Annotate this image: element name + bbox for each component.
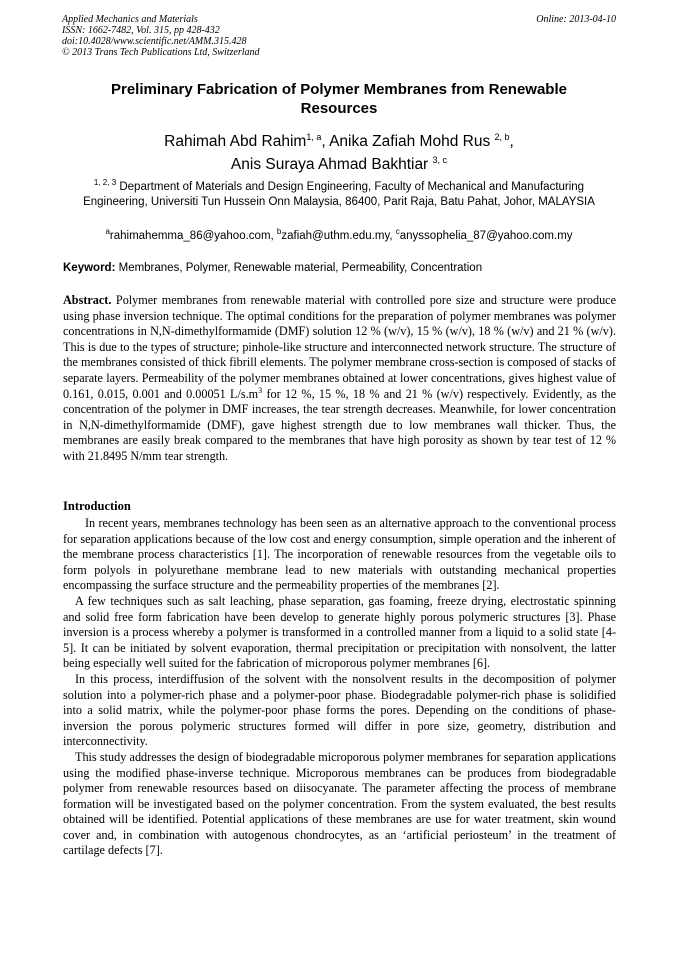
journal-issn: ISSN: 1662-7482, Vol. 315, pp 428-432 bbox=[62, 25, 220, 36]
email-link[interactable]: anyssophelia_87@yahoo.com.my bbox=[399, 229, 573, 242]
abstract-sup: 3 bbox=[258, 385, 263, 395]
email-sup: b bbox=[276, 227, 282, 236]
keywords-label: Keyword: bbox=[63, 262, 116, 274]
email-link[interactable]: zafiah@uthm.edu.my, bbox=[281, 229, 393, 242]
affiliation bbox=[62, 175, 616, 210]
abstract-label: Abstract. bbox=[63, 293, 112, 307]
abstract-text: for 12 %, 15 %, 18 % and 21 % (w/v) respectively. Evidently, as the concentration of the polymer in DMF increases, the tear strength decreases. Meanwhile, for lower concentration in N,N-dimethylformamide (DMF), gave highest strength due to low membranes wall thicker. Thus, the membranes are easily break compared to the membranes that have high porosity as shown by tear test of 12 % with 21.8495 N/mm tear strength. bbox=[63, 386, 617, 463]
affiliation-sup: 1, 2, 3 bbox=[93, 178, 117, 187]
paragraph: In this process, interdiffusion of the solvent with the nonsolvent results in the decomposition of polymer solution into a polymer-rich phase and a polymer-poor phase. Biodegradable polymer-rich phase is solidified into a solid matrix, while the polymer-poor phase forms the pores. Depending on the conditions of phase-inversion the porous polymeric structures formed will differ in pore size, geometry, distribution and interconnectivity. bbox=[63, 671, 616, 749]
email-sup: c bbox=[395, 227, 400, 236]
author-emails bbox=[62, 224, 616, 244]
online-date: Online: 2013-04-10 bbox=[536, 14, 616, 25]
author-separator: , bbox=[321, 133, 330, 151]
affiliation-text: Department of Materials and Design Engineering, Faculty of Mechanical and Manufacturing Engineering, Universiti Tun Hussein Onn Malaysia, 86400, Parit Raja, Batu Pahat, Johor, MALAYSIA bbox=[83, 180, 595, 208]
keywords-text: Membranes, Polymer, Renewable material, Permeability, Concentration bbox=[118, 262, 483, 274]
paper-title: Preliminary Fabrication of Polymer Membranes from Renewable Resources bbox=[111, 81, 567, 117]
journal-info bbox=[62, 14, 616, 58]
author-name: Anika Zafiah Mohd Rus bbox=[329, 133, 491, 151]
keywords bbox=[63, 261, 618, 276]
author-sup: 2, b bbox=[494, 132, 510, 142]
abstract-text: Polymer membranes from renewable material with controlled pore size and structure were produce using phase inversion technique. The optimal conditions for the preparation of polymer membranes was polymer concentrations in N,N-dimethylformamide (DMF) solution 12 % (w/v), 15 % (w/v), 18 % (w/v) and 21 % (w/v). This is due to the types of structure; pinhole-like structure and interconnected network structure. The structure of the membranes consisted of thick fibrill elements. The polymer membrane cross-section is composed of stacks of separate layers. Permeability of the polymer membranes obtained at lower concentrations, gives highest value of 0.161, 0.015, 0.001 and 0.00051 L/s.m bbox=[63, 293, 617, 401]
author-sup: 1, a bbox=[306, 132, 322, 142]
paragraph: In recent years, membranes technology has been seen as an alternative approach to the conventional process for separation applications because of the low cost and energy consumption, simple operation and the inherent of the membrane process characteristics [1]. The incorporation of renewable resources from the vegetable oils to form polyols in polyurethane membrane lead to new materials with outstanding mechanical properties encompassing the surface structure and the permeability properties of the membranes [2]. bbox=[63, 516, 616, 593]
author-line-1 bbox=[60, 128, 618, 151]
paragraph: This study addresses the design of biodegradable microporous polymer membranes for separation applications using the modified phase-inverse technique. Microporous membranes can be produces from biodegradable polymer from renewable resources based on diisocyanate. The parameter affecting the process of membrane formation will be investigated based on the polymer concentration. From the system evaluated, the best results obtained will be identified. Potential applications of these membranes are use for water treatment, skin wound cover and, in combination with autogenous chondrocytes, as an ‘artificial periosteum’ in the treatment of cartilage defects [7]. bbox=[63, 749, 616, 858]
section-heading: Introduction bbox=[63, 499, 131, 513]
email-link[interactable]: rahimahemma_86@yahoo.com, bbox=[109, 229, 274, 242]
author-separator: , bbox=[509, 133, 514, 151]
journal-header bbox=[62, 14, 616, 58]
author-line-2 bbox=[60, 151, 618, 174]
author-name: Anis Suraya Ahmad Bakhtiar bbox=[230, 156, 429, 174]
email-sup: a bbox=[105, 227, 110, 236]
paragraph: A few techniques such as salt leaching, phase separation, gas foaming, freeze drying, electrostatic spinning and solid free form fabrication have been develop to generate highly porous polymeric structures [3]. Phase inversion is a process whereby a polymer is transformed in a controlled manner from a liquid to a solid state [4-5]. It can be initiated by solvent evaporation, thermal precipitation or precipitation with nonsolvent, the latter being especially well suited for the fabrication of microporous polymer membranes [6]. bbox=[63, 593, 616, 671]
author-list bbox=[60, 128, 618, 174]
journal-name: Applied Mechanics and Materials bbox=[62, 14, 198, 25]
journal-doi: doi:10.4028/www.scientific.net/AMM.315.428 bbox=[62, 36, 247, 47]
author-sup: 3, c bbox=[432, 155, 448, 166]
journal-copyright: © 2013 Trans Tech Publications Ltd, Switzerland bbox=[62, 47, 260, 58]
abstract bbox=[63, 293, 616, 465]
author-name: Rahimah Abd Rahim bbox=[164, 133, 307, 151]
introduction-body bbox=[63, 516, 616, 859]
